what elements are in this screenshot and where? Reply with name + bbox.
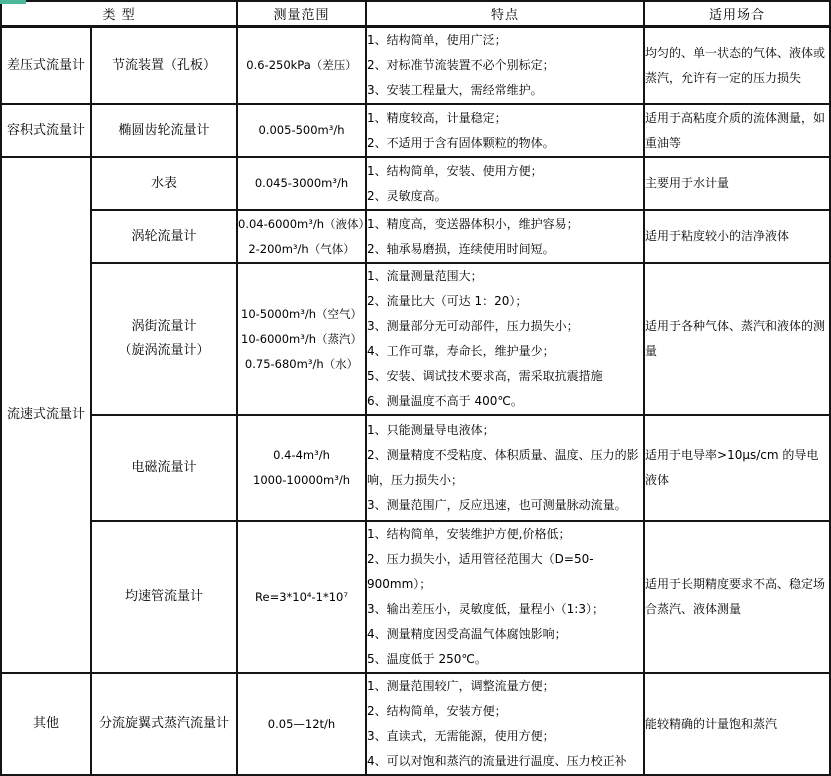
instrument-cell bbox=[91, 521, 237, 673]
feature-item: 2、结构简单，安装方便； bbox=[367, 704, 507, 718]
range-line: 0.75-680m³/h（水） bbox=[244, 356, 359, 371]
feature-item: 3、测量范围广，反应迅速，也可测量脉动流量。 bbox=[367, 498, 627, 512]
instrument-cell bbox=[91, 27, 237, 105]
instrument-label: 椭圆齿轮流量计 bbox=[118, 122, 210, 138]
application-cell: 适用于粘度较小的洁净液体 bbox=[644, 210, 830, 263]
application-cell: 均匀的、单一状态的气体、液体或蒸汽，允许有一定的压力损失 bbox=[644, 27, 830, 105]
range-line: 10-6000m³/h（蒸汽） bbox=[241, 331, 363, 346]
features-cell bbox=[366, 104, 644, 157]
feature-item: 5、温度低于 250℃。 bbox=[367, 652, 487, 666]
feature-item: 5、安装、调试技术要求高，需采取抗震措施 bbox=[367, 369, 603, 383]
application-cell: 适用于长期精度要求不高、稳定场合蒸汽、液体测量 bbox=[644, 521, 830, 673]
feature-item: 2、流量比大（可达 1：20）； bbox=[367, 294, 528, 308]
feature-item: 4、可以对饱和蒸汽的流量进行温度、压力校正补 bbox=[367, 754, 627, 768]
table-header-row bbox=[1, 1, 830, 27]
instrument-label: 涡街流量计 bbox=[131, 319, 197, 334]
category-cell bbox=[1, 673, 91, 775]
instrument-cell bbox=[91, 415, 237, 521]
table-row bbox=[1, 263, 830, 415]
range-cell bbox=[237, 27, 366, 105]
feature-item: 2、灵敏度高。 bbox=[367, 188, 447, 203]
feature-item: 1、结构简单，安装维护方便,价格低； bbox=[367, 527, 571, 541]
col-header-type: 类 型 bbox=[1, 1, 237, 27]
features-cell bbox=[366, 521, 644, 673]
col-header-range: 测量范围 bbox=[237, 1, 366, 27]
category-cell bbox=[1, 104, 91, 157]
instrument-cell bbox=[91, 210, 237, 263]
range-line: 10-5000m³/h（空气） bbox=[241, 306, 363, 321]
instrument-cell bbox=[91, 263, 237, 415]
category-cell bbox=[1, 27, 91, 105]
features-cell bbox=[366, 157, 644, 210]
range-cell bbox=[237, 673, 366, 775]
table-row bbox=[1, 521, 830, 673]
features-cell bbox=[366, 673, 644, 775]
range-line: 1000-10000m³/h bbox=[253, 473, 350, 487]
instrument-sublabel: （旋涡流量计） bbox=[118, 343, 210, 358]
range-line: 0.4-4m³/h bbox=[273, 448, 330, 462]
range-line: 0.045-3000m³/h bbox=[254, 176, 349, 190]
table-row bbox=[1, 673, 830, 775]
table-row bbox=[1, 210, 830, 263]
category-label: 其他 bbox=[32, 716, 59, 731]
instrument-label: 水表 bbox=[151, 175, 178, 191]
feature-item: 1、流量测量范围大； bbox=[367, 269, 483, 283]
range-cell bbox=[237, 263, 366, 415]
table-row bbox=[1, 415, 830, 521]
instrument-cell bbox=[91, 673, 237, 775]
table-row bbox=[1, 157, 830, 210]
feature-item: 1、精度高，变送器体积小，维护容易； bbox=[367, 216, 579, 231]
instrument-label: 节流装置（孔板） bbox=[112, 57, 217, 73]
feature-item: 2、轴承易磨损，连续使用时间短。 bbox=[367, 241, 555, 256]
application-cell: 适用于高粘度介质的流体测量，如重油等 bbox=[644, 104, 830, 157]
instrument-cell bbox=[91, 104, 237, 157]
feature-item: 3、输出差压小，灵敏度低，量程小（1:3）； bbox=[367, 602, 604, 616]
feature-item: 1、测量范围较广，调整流量方便； bbox=[367, 679, 555, 693]
feature-item: 2、测量精度不受粘度、体积质量、温度、压力的影响，压力损失小； bbox=[367, 448, 639, 487]
instrument-label: 电磁流量计 bbox=[131, 460, 197, 475]
selection-accent-bar bbox=[0, 0, 26, 4]
range-line: 0.04-6000m³/h（液体） bbox=[238, 216, 371, 231]
range-line: Re=3*10⁴-1*10⁷ bbox=[255, 589, 348, 604]
feature-item: 3、直读式，无需能源，使用方便； bbox=[367, 729, 555, 743]
feature-item: 4、工作可靠，寿命长，维护量少； bbox=[367, 344, 555, 358]
feature-item: 1、只能测量导电液体； bbox=[367, 423, 495, 437]
feature-item: 3、测量部分无可动部件，压力损失小； bbox=[367, 319, 579, 333]
instrument-cell bbox=[91, 157, 237, 210]
feature-item: 1、结构简单，使用广泛； bbox=[367, 33, 507, 47]
features-cell bbox=[366, 415, 644, 521]
feature-item: 1、精度较高，计量稳定； bbox=[367, 110, 507, 125]
features-cell bbox=[366, 27, 644, 105]
category-label: 容积式流量计 bbox=[6, 122, 85, 138]
range-line: 0.005-500m³/h bbox=[258, 123, 345, 137]
col-header-application: 适用场合 bbox=[644, 1, 830, 27]
feature-item: 2、不适用于含有固体颗粒的物体。 bbox=[367, 135, 555, 150]
category-label: 流速式流量计 bbox=[6, 407, 85, 422]
feature-item: 1、结构简单，安装、使用方便； bbox=[367, 163, 543, 178]
col-header-features: 特点 bbox=[366, 1, 644, 27]
feature-item: 3、安装工程量大，需经常维护。 bbox=[367, 83, 543, 97]
instrument-label: 均速管流量计 bbox=[125, 589, 204, 604]
range-cell bbox=[237, 415, 366, 521]
feature-item: 6、测量温度不高于 400℃。 bbox=[367, 394, 523, 408]
feature-item: 2、对标准节流装置不必个别标定； bbox=[367, 58, 555, 72]
features-cell bbox=[366, 210, 644, 263]
table-row bbox=[1, 27, 830, 105]
range-cell bbox=[237, 521, 366, 673]
application-cell: 主要用于水计量 bbox=[644, 157, 830, 210]
instrument-label: 分流旋翼式蒸汽流量计 bbox=[99, 716, 230, 731]
feature-item: 2、压力损失小，适用管径范围大（D=50-900mm）； bbox=[367, 552, 594, 591]
range-line: 0.6-250kPa（差压） bbox=[246, 58, 357, 72]
table-row bbox=[1, 104, 830, 157]
application-cell: 适用于电导率>10μs/cm 的导电液体 bbox=[644, 415, 830, 521]
instrument-label: 涡轮流量计 bbox=[131, 228, 197, 244]
application-cell: 适用于各种气体、蒸汽和液体的测量 bbox=[644, 263, 830, 415]
category-label: 差压式流量计 bbox=[6, 57, 85, 73]
range-cell bbox=[237, 157, 366, 210]
category-cell bbox=[1, 157, 91, 673]
range-line: 2-200m³/h（气体） bbox=[248, 241, 355, 256]
feature-item: 4、测量精度因受高温气体腐蚀影响； bbox=[367, 627, 567, 641]
range-cell bbox=[237, 210, 371, 263]
range-line: 0.05—12t/h bbox=[267, 716, 336, 731]
range-cell bbox=[237, 104, 366, 157]
features-cell bbox=[366, 263, 644, 415]
application-cell: 能较精确的计量饱和蒸汽 bbox=[644, 673, 830, 775]
